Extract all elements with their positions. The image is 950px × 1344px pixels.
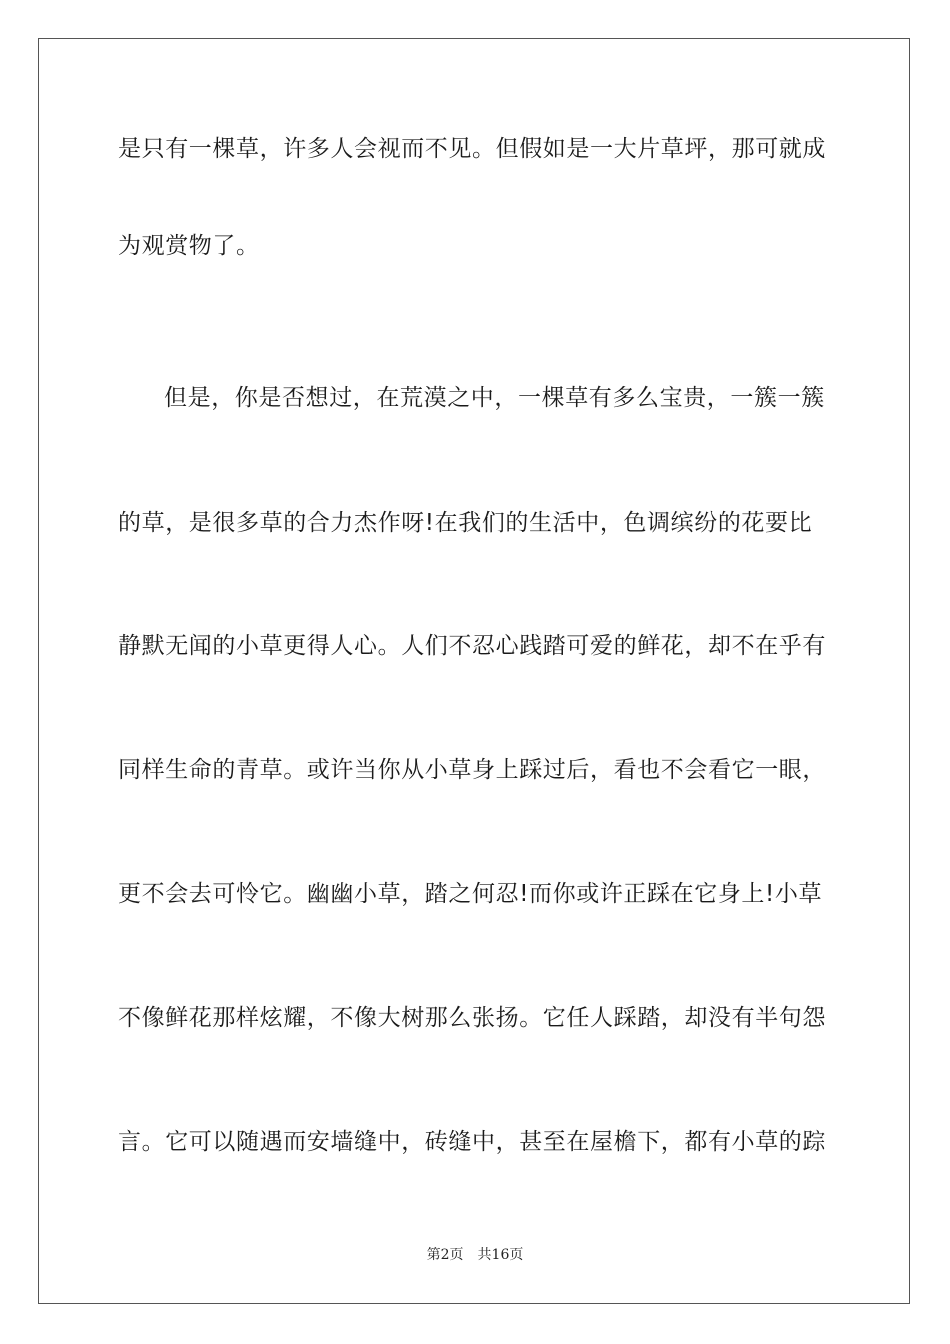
body-line-4: 的草，是很多草的合力杰作呀!在我们的生活中，色调缤纷的花要比 [118, 510, 813, 536]
body-line-5: 静默无闻的小草更得人心。人们不忍心践踏可爱的鲜花，却不在乎有 [118, 633, 826, 659]
body-line-9: 言。它可以随遇而安墙缝中，砖缝中，甚至在屋檐下，都有小草的踪 [118, 1129, 826, 1155]
body-line-6: 同样生命的青草。或许当你从小草身上踩过后，看也不会看它一眼， [118, 757, 826, 783]
page-footer [0, 1244, 950, 1264]
total-pages: 共16页 [477, 1247, 524, 1263]
body-line-3: 但是，你是否想过，在荒漠之中，一棵草有多么宝贵，一簇一簇 [164, 385, 825, 411]
page-border [38, 38, 910, 1304]
body-line-8: 不像鲜花那样炫耀，不像大树那么张扬。它任人踩踏，却没有半句怨 [118, 1005, 826, 1031]
page-number: 第2页 [426, 1247, 464, 1263]
body-line-1: 是只有一棵草，许多人会视而不见。但假如是一大片草坪，那可就成 [118, 136, 826, 162]
body-line-7: 更不会去可怜它。幽幽小草，踏之何忍!而你或许正踩在它身上!小草 [118, 881, 823, 907]
body-line-2: 为观赏物了。 [118, 233, 260, 259]
